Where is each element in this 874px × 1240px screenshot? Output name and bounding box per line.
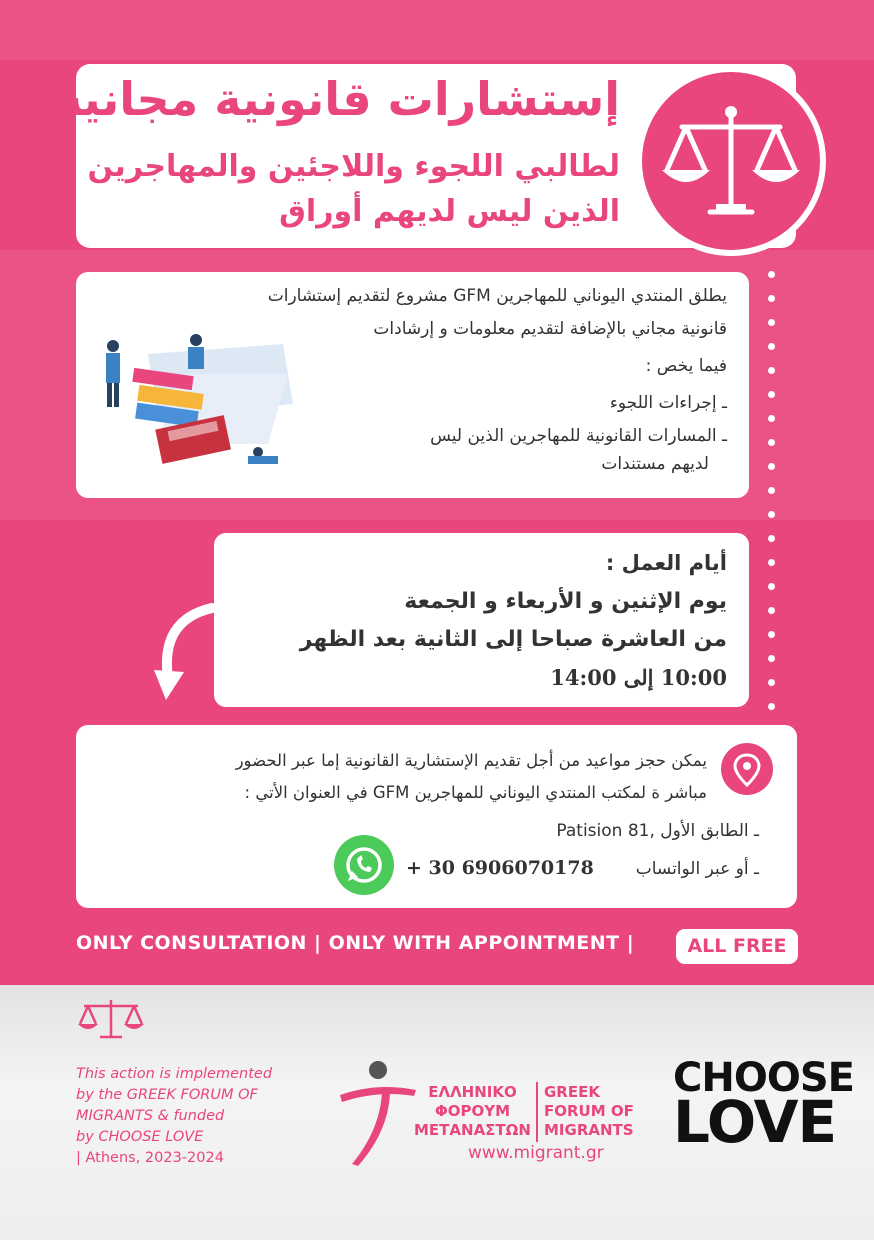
credit-text: This action is implemented by the GREEK FORUM OF MIGRANTS & funded by CHOOSE LOVE | Athens, 2023-2024 xyxy=(76,1066,273,1166)
address-floor: ـ الطابق الأول ,Patision 81 xyxy=(556,821,759,841)
appointment-line-2: مباشر ة لمكتب المنتدي اليوناني للمهاجرين GFM في العنوان الأتي : xyxy=(244,783,707,802)
gfm-website-link[interactable]: www.migrant.gr xyxy=(468,1143,604,1163)
gfm-english-name: GREEK FORUM OF MIGRANTS xyxy=(544,1083,634,1139)
working-days-label: أيام العمل : xyxy=(605,551,727,575)
info-card xyxy=(76,272,749,498)
subtitle-line-2: الذين ليس لديهم أوراق xyxy=(279,194,620,229)
scales-of-justice-icon xyxy=(636,66,826,256)
appointment-line-1: يمكن حجز مواعيد من أجل تقديم الإستشارية القانونية إما عبر الحضور xyxy=(235,751,707,770)
whatsapp-icon[interactable] xyxy=(334,835,394,895)
list-item-legal-paths-cont: لديهم مستندات xyxy=(601,454,709,474)
working-hours-text: من العاشرة صباحا إلى الثانية بعد الظهر xyxy=(299,627,727,652)
subtitle-line-1: لطالبي اللجوء واللاجئين والمهاجرين xyxy=(87,149,620,184)
working-hours-numeric: 10:00 إلى 14:00 xyxy=(550,665,727,690)
working-days: يوم الإثنين و الأربعاء و الجمعة xyxy=(404,589,727,614)
small-scales-icon xyxy=(76,996,146,1042)
choose-love-logo: CHOOSE LOVE xyxy=(673,1055,854,1156)
page-title: إستشارات قانونية مجانية xyxy=(55,72,620,126)
consultation-banner: ONLY CONSULTATION | ONLY WITH APPOINTMENT | xyxy=(76,932,635,954)
info-line-2: قانونية مجاني بالإضافة لتقديم معلومات و إرشادات xyxy=(373,319,727,339)
concern-label: فيما يخص : xyxy=(645,356,727,376)
location-pin-icon xyxy=(721,743,773,795)
list-item-asylum: ـ إجراءات اللجوء xyxy=(609,393,727,413)
working-hours-card xyxy=(214,533,749,707)
gfm-logo-mark xyxy=(338,1060,418,1170)
info-line-1: يطلق المنتدي اليوناني للمهاجرين GFM مشروع لتقديم إستشارات xyxy=(267,286,727,306)
gfm-divider xyxy=(536,1082,538,1142)
phone-number[interactable]: + 30 6906070178 xyxy=(406,857,594,879)
list-item-legal-paths: ـ المسارات القانونية للمهاجرين الذين ليس xyxy=(430,426,727,446)
appointment-card xyxy=(76,725,797,908)
gfm-greek-name: ΕΛΛΗΝΙΚΟ ΦΟΡΟΥΜ ΜΕΤΑΝΑΣΤΩΝ xyxy=(414,1083,531,1139)
whatsapp-label: ـ أو عبر الواتساب xyxy=(635,859,759,879)
books-illustration xyxy=(98,334,298,474)
all-free-badge: ALL FREE xyxy=(676,929,798,964)
